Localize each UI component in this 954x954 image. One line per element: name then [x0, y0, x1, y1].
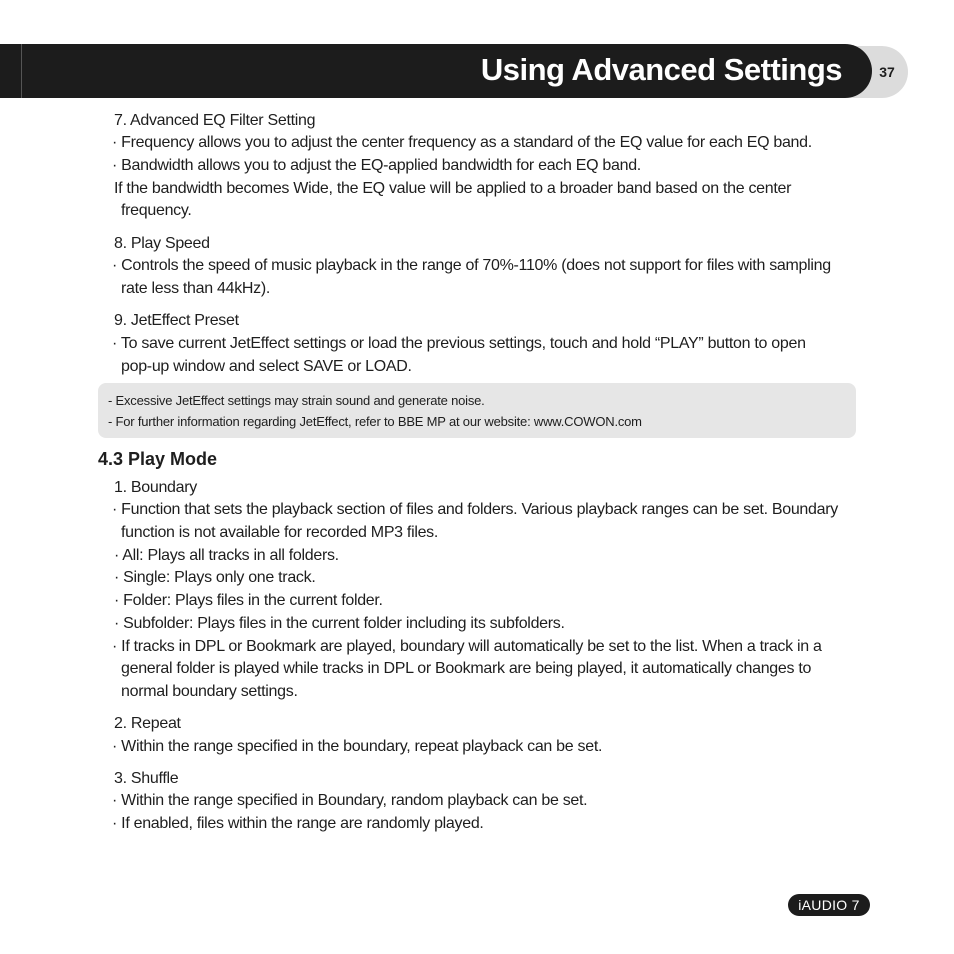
eq-filter-wide-note-cont: frequency.: [121, 202, 192, 219]
boundary-bullet-function-cont: function is not available for recorded MP3 files.: [121, 524, 439, 541]
boundary-bullet-dpl-cont: general folder is played while tracks in DPL or Bookmark are being played, it automatically changes to: [121, 660, 812, 677]
boundary-option-folder: · Folder: Plays files in the current folder.: [114, 592, 383, 609]
note-jeteffect-noise: - Excessive JetEffect settings may strain sound and generate noise.: [108, 393, 485, 408]
boundary-option-single: · Single: Plays only one track.: [114, 569, 316, 586]
jeteffect-bullet-cont: pop-up window and select SAVE or LOAD.: [121, 358, 412, 375]
boundary-bullet-function: · Function that sets the playback section of files and folders. Various playback ranges can be set. Boundary: [112, 501, 838, 518]
jeteffect-bullet: · To save current JetEffect settings or load the previous settings, touch and hold “PLAY” button to open: [112, 335, 806, 352]
play-speed-bullet-cont: rate less than 44kHz).: [121, 280, 271, 297]
jeteffect-heading: 9. JetEffect Preset: [114, 312, 239, 329]
eq-filter-bullet-bandwidth: · Bandwidth allows you to adjust the EQ-applied bandwidth for each EQ band.: [112, 157, 641, 174]
page-number: 37: [879, 64, 895, 80]
shuffle-bullet-range: · Within the range specified in Boundary, random playback can be set.: [112, 792, 588, 809]
shuffle-heading: 3. Shuffle: [114, 770, 179, 787]
note-box: [98, 383, 856, 438]
eq-filter-wide-note: If the bandwidth becomes Wide, the EQ value will be applied to a broader band based on the center: [114, 180, 792, 197]
eq-filter-heading: 7. Advanced EQ Filter Setting: [114, 112, 316, 129]
note-jeteffect-website: - For further information regarding JetEffect, refer to BBE MP at our website: www.COWON.com: [108, 414, 642, 429]
page-title: Using Advanced Settings: [480, 52, 842, 87]
play-speed-heading: 8. Play Speed: [114, 235, 210, 252]
boundary-option-subfolder: · Subfolder: Plays files in the current folder including its subfolders.: [114, 615, 565, 632]
play-speed-bullet: · Controls the speed of music playback in the range of 70%-110% (does not support for files with sampling: [112, 257, 831, 274]
product-badge: iAUDIO 7: [788, 894, 870, 916]
repeat-bullet: · Within the range specified in the boundary, repeat playback can be set.: [112, 738, 603, 755]
header-accent: [0, 44, 22, 98]
boundary-bullet-dpl: · If tracks in DPL or Bookmark are played, boundary will automatically be set to the list. When a track in a: [112, 638, 822, 655]
section-heading-play-mode: 4.3 Play Mode: [98, 449, 218, 469]
boundary-option-all: · All: Plays all tracks in all folders.: [114, 547, 339, 564]
eq-filter-bullet-frequency: · Frequency allows you to adjust the center frequency as a standard of the EQ value for each EQ band.: [112, 134, 812, 151]
repeat-heading: 2. Repeat: [114, 715, 181, 732]
boundary-bullet-dpl-cont2: normal boundary settings.: [121, 683, 298, 700]
shuffle-bullet-enabled: · If enabled, files within the range are randomly played.: [112, 815, 484, 832]
boundary-heading: 1. Boundary: [114, 479, 197, 496]
